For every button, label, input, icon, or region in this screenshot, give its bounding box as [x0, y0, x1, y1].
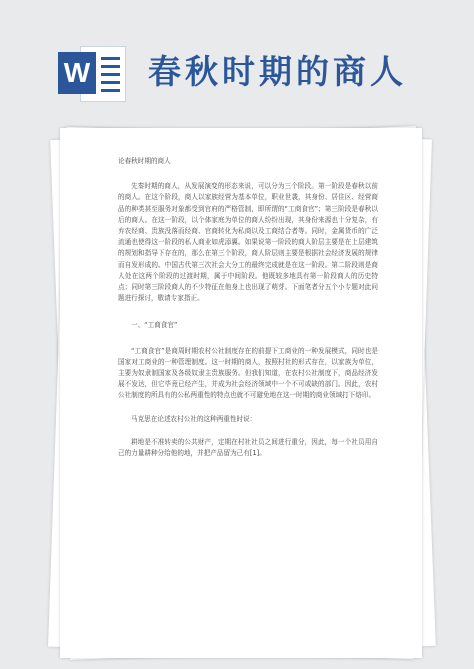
- document-title: 论春秋时期的商人: [118, 157, 171, 165]
- word-logo-icon: [58, 40, 130, 106]
- section-heading: 一、“工商食官”: [131, 321, 178, 330]
- paragraph: 先秦时期的商人，从发展演变的形态来说，可以分为三个阶段。第一阶段是春秋以前的商人。在这个阶段，商人以家族经营为基本单位，职业世袭，其身份、居住区、经营商品的种类甚至服务对象都受到官府的严格管制，即所谓的“工商食官”；第三阶段是春秋以后的商人。在这一阶段，以个体家庭为单位的商人纷纷出现，其身份来源也十分复杂，有弃农经商、贵族没落而经商、官商转化为私商以及工商结合者等。同时，金属货币的广泛流通也使得这一阶段的私人商业如虎添翼。如果说第一阶段的商人阶层主要是在上层建筑的规划和指导下存在的，那么在第三个阶段，商人阶层则主要是根据社会经济发展的规律而自发形成的。中国古代第三次社会大分工的最终完成就是在这一阶段。第二阶段则是商人处在这两个阶段的过渡时期，属于中间阶段。他既较多地具有第一阶段商人的历史特点；同时第三阶段商人的不少特征在他身上也出现了萌芽。下面笔者分五个小专题对此问题进行探讨，敬请专家指正。: [118, 182, 378, 303]
- document-content: [118, 156, 378, 459]
- logo-letter: W: [58, 52, 96, 94]
- document-page: [60, 128, 422, 658]
- page-title: 春秋时期的商人: [148, 52, 407, 91]
- paragraph: “工商食官”是商周时期农村公社制度存在的前提下工商业的一种发展模式，同时也是国家对工商业的一种管理制度。这一时期的商人，按照村社的形式存在，以家族为单位，主要为奴隶制国家及各级奴隶主贵族服务。但我们知道，在农村公社制度下，商品经济发展不发达，但它毕竟已经产生，并成为社会经济领域中一个不可或缺的部门。因此，农村公社制度的所具有的公私两重性的特点也就不可避免地在这一时期的商业领域打下烙印。: [118, 346, 378, 400]
- paragraph: 马克思在论述农村公社的这种两重性时说：: [131, 414, 257, 423]
- quote-paragraph: 耕地是不准转卖的公共财产，定期在村社社员之间进行重分，因此，每一个社员用自己的力量耕种分给他的地，并把产品留为己有[1]。: [118, 437, 378, 458]
